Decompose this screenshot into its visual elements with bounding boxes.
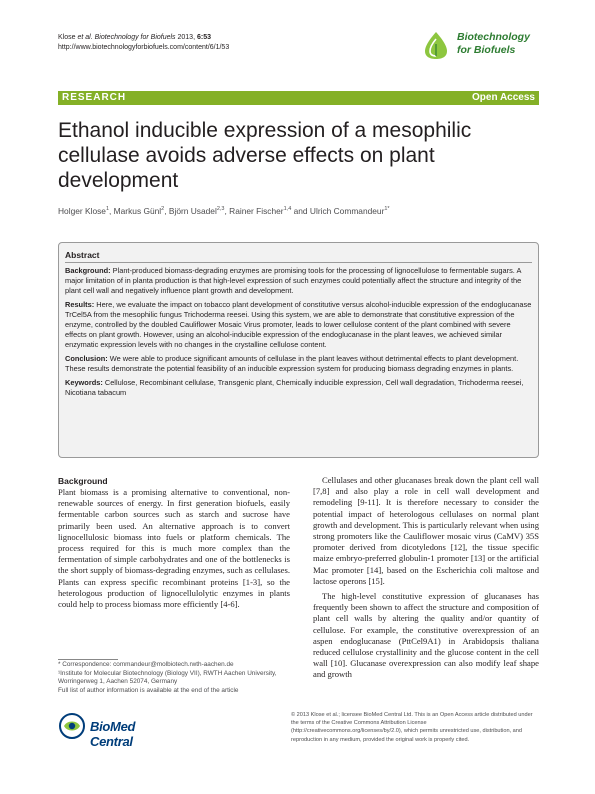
abstract-body bbox=[65, 266, 534, 402]
abstract-box bbox=[58, 242, 539, 458]
publisher-name: BioMed Central bbox=[90, 719, 136, 749]
affiliation-note: ¹Institute for Molecular Biotechnology (Biology VII), RWTH Aachen University, Worringerweg 1, Aachen 52074, Germany bbox=[58, 669, 277, 686]
author-and: and bbox=[293, 206, 308, 216]
biomed-central-icon bbox=[58, 712, 86, 740]
abstract-conclusion: Conclusion: We were able to produce significant amounts of cellulase in the plant leaves without detrimental effects to plant development. These results demonstrate the potential feasibility of an inducible expression system for producing biomass degrading enzymes in plants. bbox=[65, 354, 519, 373]
abstract-keywords: Keywords: Cellulose, Recombinant cellulase, Transgenic plant, Chemically inducible expression, Cell wall degradation, Trichoderma reesei, Nicotiana tabacum bbox=[65, 378, 524, 397]
section-heading-background: Background bbox=[58, 476, 108, 486]
citation-journal: Biotechnology for Biofuels bbox=[94, 34, 176, 41]
biomed-central-logo[interactable] bbox=[58, 712, 158, 749]
journal-logo-text bbox=[457, 31, 530, 57]
body-paragraph: The high-level constitutive expression of glucanases has frequently been shown to affect the structure and composition of plant cell walls by altering the quality and/or quantity of cellulose. For example, the constitutive overexpression of an aspen endoglucanase (PttCel9A1) in Arabidopsis thaliana reduced cellulose crystallinity and the glucose content in the cell wall [10]. Glucanase overexpression can also modify leaf shape and growth bbox=[313, 591, 539, 680]
citation-et-al: et al. bbox=[77, 34, 93, 41]
abstract-divider bbox=[65, 262, 532, 263]
body-paragraph: Plant biomass is a promising alternative to conventional, non-renewable sources of energy. In first generation biofuels, easily fermentable carbon sources such as starch and sucrose have primarily been used. An alternative approach is to convert lignocellulosic biomass into fuels or platform chemicals. The process required for this is much more complex than the fermentation of simple carbohydrates and one of the bottlenecks is the short supply of biomass-degrading enzymes, such as cellulases. Plants can express specific recombinant proteins [1-3], so the heterologous production of lignocellulolytic enzymes in plants could help to process biomass more efficiently [4-6]. bbox=[58, 487, 290, 610]
section-band bbox=[58, 91, 539, 105]
journal-logo[interactable] bbox=[421, 28, 541, 72]
author-3[interactable]: Björn Usadel$^{2,3}$ bbox=[168, 206, 225, 216]
citation-year: 2013, bbox=[177, 34, 196, 41]
leaf-drop-icon bbox=[421, 30, 451, 60]
footnote-divider bbox=[58, 659, 118, 660]
abstract-background: Background: Plant-produced biomass-degrading enzymes are promising tools for the processing of lignocellulose to fermentable sugars. A major limitation of in planta production is that high-level expression of such enzymes could potentially affect the structure and integrity of the plant cell wall and negatively influence plant growth and development. bbox=[65, 266, 522, 295]
body-column-right bbox=[313, 475, 539, 685]
article-title: Ethanol inducible expression of a mesophilic cellulase avoids adverse effects on plant development bbox=[58, 119, 472, 192]
footnotes bbox=[58, 661, 290, 695]
correspondence-note[interactable]: * Correspondence: commandeur@molbiotech.rwth-aachen.de bbox=[58, 661, 234, 668]
logo-line-1: Biotechnology bbox=[457, 31, 530, 43]
body-paragraph: Cellulases and other glucanases break down the plant cell wall [7,8] and also play a role in cell wall development and remodeling [9-11]. It is therefore necessary to consider the potential impact of heterologous cellulases on normal plant growth and development. This is particularly relevant when using strong promoters like the Cauliflower mosaic virus (CaMV) 35S promoter derived from dicotyledons [12], the tissue specific maize embryo-preferred globulin-1 promoter [13] or the artificial Mac promoter [14], based on the Escherichia coli maltose and lactose operons [15]. bbox=[313, 475, 539, 586]
body-column-left bbox=[58, 475, 290, 614]
logo-line-2: for Biofuels bbox=[457, 44, 516, 56]
author-info-note: Full list of author information is available at the end of the article bbox=[58, 686, 239, 694]
author-4[interactable]: Rainer Fischer$^{1,4}$ bbox=[229, 206, 292, 216]
citation-line bbox=[58, 33, 229, 43]
author-list: Holger Klose$^1$, Markus Günl$^2$, Björn Usadel$^{2,3}$, Rainer Fischer$^{1,4}$ and Ulrich Commandeur$^{1*}$ bbox=[58, 206, 390, 216]
citation-article-number: 6:53 bbox=[196, 34, 211, 41]
abstract-results: Results: Here, we evaluate the impact on tobacco plant development of constitutive versus alcohol-inducible expression of the endoglucanase TrCel5A from the mesophilic fungus Trichoderma reesei. Using this system, we are able to demonstrate that constitutive expression of the enzyme, controlled by the doubled Cauliflower Mosaic Virus promoter, leads to lower cellulose content of the plant combined with severe effects on plant growth. However, using an alcohol-inducible expression of the endoglucanase in the plant leaves, we achieved similar enzymatic expression levels with no changes in the crystalline cellulose content. bbox=[65, 300, 532, 349]
author-5[interactable]: Ulrich Commandeur$^{1*}$ bbox=[309, 206, 390, 216]
author-1[interactable]: Holger Klose$^1$ bbox=[58, 206, 110, 216]
citation-url[interactable]: http://www.biotechnologyforbiofuels.com/content/6/1/53 bbox=[58, 44, 230, 51]
abstract-heading: Abstract bbox=[65, 250, 100, 260]
journal-citation bbox=[58, 33, 229, 53]
citation-author: Klose bbox=[58, 34, 76, 41]
author-2[interactable]: Markus Günl$^2$ bbox=[113, 206, 165, 216]
open-access-label: Open Access bbox=[472, 92, 535, 103]
section-label: RESEARCH bbox=[62, 92, 127, 103]
license-text: © 2013 Klose et al.; licensee BioMed Central Ltd. This is an Open Access article distributed under the terms of the Creative Commons Attribution License (http://creativecommons.org/licenses/by/2.0), which permits unrestricted use, distribution, and reproduction in any medium, provided the original work is properly cited. bbox=[291, 712, 533, 743]
